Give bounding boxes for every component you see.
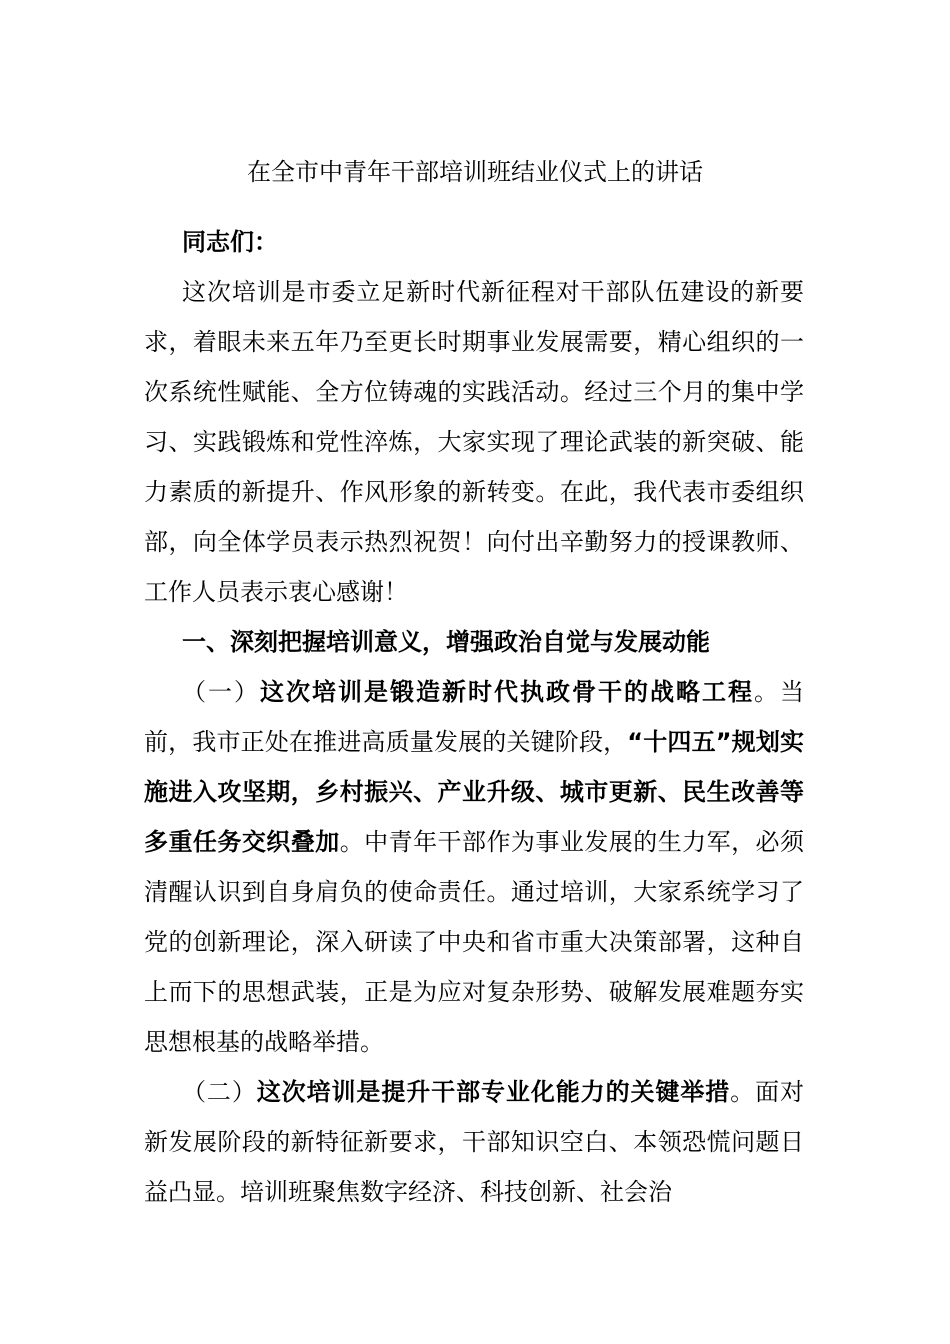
paragraph-2-text: 。面对新发展阶段的新特征新要求，干部知识空白、本领恐慌问题日益凸显。培训班聚焦数字经济、科技创新、社会治 [144,1078,805,1206]
paragraph-2-prefix: （二） [182,1078,257,1106]
paragraph-1 [144,667,804,1067]
intro-paragraph: 这次培训是市委立足新时代新征程对干部队伍建设的新要求，着眼未来五年乃至更长时期事业发展需要，精心组织的一次系统性赋能、全方位铸魂的实践活动。经过三个月的集中学习、实践锻炼和党性淬炼，大家实现了理论武装的新突破、能力素质的新提升、作风形象的新转变。在此，我代表市委组织部，向全体学员表示热烈祝贺！向付出辛勤努力的授课教师、工作人员表示衷心感谢！ [144,278,804,606]
paragraph-1-text-b: 。中青年干部作为事业发展的生力军，必须清醒认识到自身肩负的使命责任。通过培训，大家系统学习了党的创新理论，深入研读了中央和省市重大决策部署，这种自上而下的思想武装，正是为应对复杂形势、破解发展难题夯实思想根基的战略举措。 [144,828,805,1056]
section-heading-1: 一、深刻把握培训意义，增强政治自觉与发展动能 [182,628,710,656]
paragraph-1-text-a: 。当前，我市正处在推进高质量发展的关键阶段， [144,678,804,756]
paragraph-2 [144,1067,804,1217]
paragraph-1-prefix: （一） [182,678,260,706]
document-title: 在全市中青年干部培训班结业仪式上的讲话 [247,158,703,186]
document-body [144,217,804,1217]
greeting: 同志们： [182,228,278,256]
paragraph-2-lead: 这次培训是提升干部专业化能力的关键举措 [256,1078,731,1106]
paragraph-1-lead: 这次培训是锻造新时代执政骨干的战略工程 [260,678,754,706]
paragraph-1-emphasis: “十四五”规划实施进入攻坚期，乡村振兴、产业升级、城市更新、民生改善等多重任务交织叠加 [144,728,804,856]
